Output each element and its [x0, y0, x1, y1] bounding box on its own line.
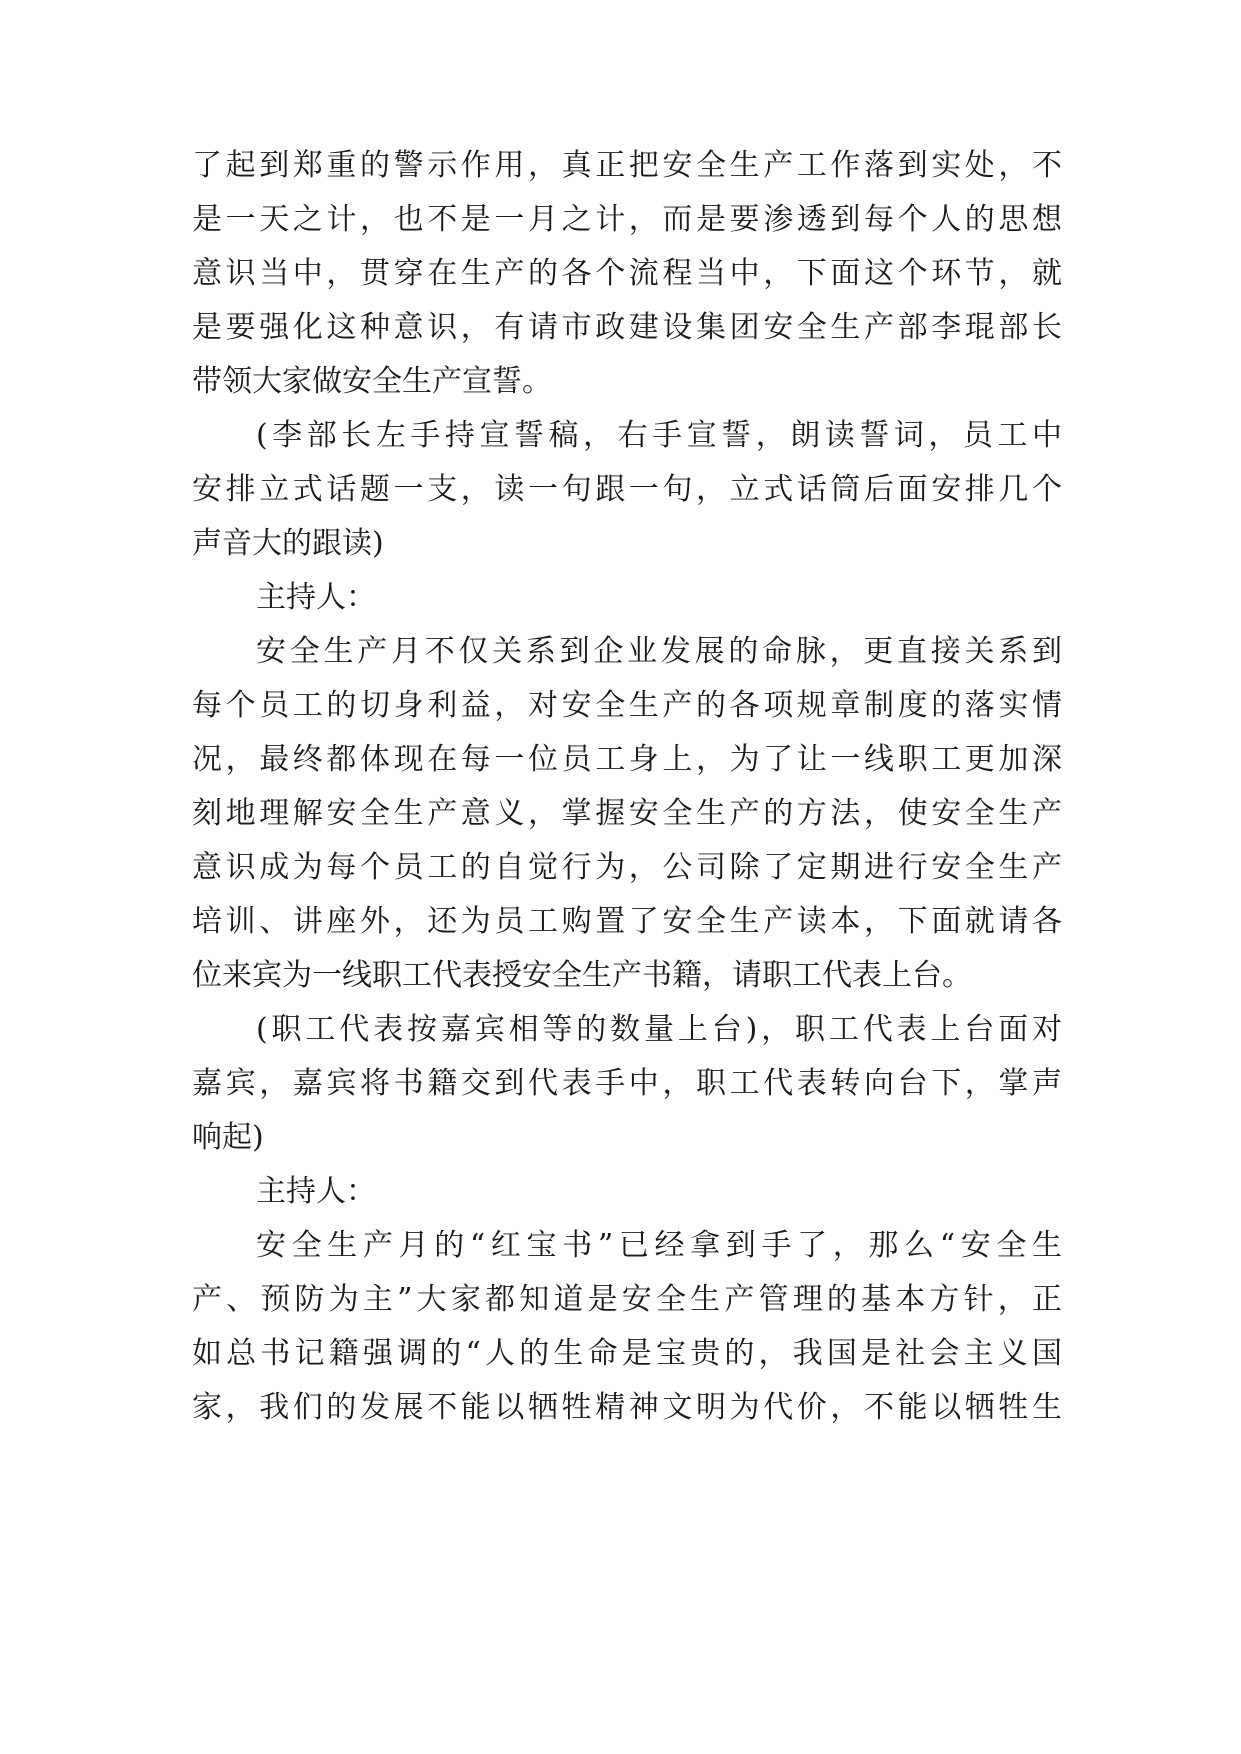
speaker-label: 主持人：: [256, 580, 376, 615]
text-line: 带领大家做安全生产宣誓。: [192, 364, 552, 399]
text-line: 是一天之计，也不是一月之计，而是要渗透到每个人的思想: [192, 202, 1062, 237]
text-line: 况，最终都体现在每一位员工身上，为了让一线职工更加深: [192, 742, 1062, 777]
text-line: 响起): [192, 1120, 264, 1155]
text-line: 位来宾为一线职工代表授安全生产书籍，请职工代表上台。: [192, 958, 972, 993]
text-line: 了起到郑重的警示作用，真正把安全生产工作落到实处，不: [192, 148, 1062, 183]
text-line: 意识成为每个员工的自觉行为，公司除了定期进行安全生产: [192, 850, 1062, 885]
text-line: (李部长左手持宣誓稿，右手宣誓，朗读誓词，员工中: [256, 418, 1062, 453]
text-line: (职工代表按嘉宾相等的数量上台)，职工代表上台面对: [256, 1012, 1062, 1047]
text-line: 嘉宾，嘉宾将书籍交到代表手中，职工代表转向台下，掌声: [192, 1066, 1062, 1101]
text-line: 是要强化这种意识，有请市政建设集团安全生产部李琨部长: [192, 310, 1062, 345]
text-line: 培训、讲座外，还为员工购置了安全生产读本，下面就请各: [192, 904, 1062, 939]
text-line: 意识当中，贯穿在生产的各个流程当中，下面这个环节，就: [192, 256, 1062, 291]
text-line: 安全生产月不仅关系到企业发展的命脉，更直接关系到: [256, 634, 1062, 669]
text-line: 声音大的跟读): [192, 526, 384, 561]
speaker-label: 主持人：: [256, 1174, 376, 1209]
text-line: 如总书记籍强调的“人的生命是宝贵的，我国是社会主义国: [192, 1336, 1062, 1371]
text-line: 产、预防为主”大家都知道是安全生产管理的基本方针，正: [192, 1282, 1062, 1317]
text-line: 刻地理解安全生产意义，掌握安全生产的方法，使安全生产: [192, 796, 1062, 831]
text-line: 安排立式话题一支，读一句跟一句，立式话筒后面安排几个: [192, 472, 1062, 507]
text-line: 安全生产月的“红宝书”已经拿到手了，那么“安全生: [256, 1228, 1062, 1263]
text-line: 家，我们的发展不能以牺牲精神文明为代价，不能以牺牲生: [192, 1390, 1062, 1425]
text-line: 每个员工的切身利益，对安全生产的各项规章制度的落实情: [192, 688, 1062, 723]
